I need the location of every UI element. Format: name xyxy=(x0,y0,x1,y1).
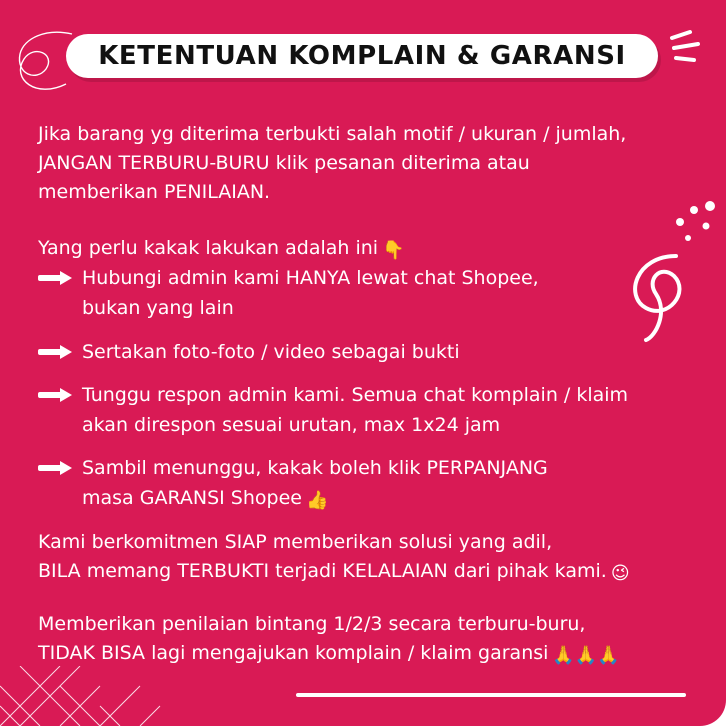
bottom-divider xyxy=(296,693,686,697)
steps-heading-text: Yang perlu kakak lakukan adalah ini xyxy=(38,237,379,259)
step-3-line-2: akan direspon sesuai urutan, max 1x24 jam xyxy=(82,414,501,436)
dots-swirl-decoration xyxy=(616,196,720,346)
lattice-decoration xyxy=(0,666,300,726)
swirl-decoration-left xyxy=(6,24,76,104)
steps-heading xyxy=(38,234,405,265)
commitment-line-2: BILA memang TERBUKTI terjadi KELALAIAN dari pihak kami. xyxy=(38,560,607,582)
praying-hands-icon: 🙏🙏🙏 xyxy=(552,645,620,666)
step-4-line-2: masa GARANSI Shopee xyxy=(82,487,302,509)
step-1-line-1: Hubungi admin kami HANYA lewat chat Shopee, xyxy=(82,267,539,289)
intro-line-1: Jika barang yg diterima terbukti salah motif / ukuran / jumlah, xyxy=(38,123,627,145)
pointing-down-icon: 👇 xyxy=(382,240,405,261)
page-title: KETENTUAN KOMPLAIN & GARANSI xyxy=(98,41,626,71)
arrow-right-icon xyxy=(38,345,72,359)
warning-line-1: Memberikan penilaian bintang 1/2/3 secara terburu-buru, xyxy=(38,613,586,635)
intro-line-3: memberikan PENILAIAN. xyxy=(38,181,271,203)
step-1-line-2: bukan yang lain xyxy=(82,297,234,319)
intro-line-2: JANGAN TERBURU-BURU klik pesanan diterima atau xyxy=(38,152,530,174)
step-4-line-1: Sambil menunggu, kakak boleh klik PERPANJANG xyxy=(82,457,548,479)
spark-decoration xyxy=(664,28,714,68)
commitment-line-2-wrap xyxy=(38,557,630,588)
step-4-line-2-wrap xyxy=(82,483,328,516)
wink-face-icon: 😉 xyxy=(610,563,630,584)
commitment-line-1: Kami berkomitmen SIAP memberikan solusi yang adil, xyxy=(38,531,553,553)
arrow-right-icon xyxy=(38,271,72,285)
step-2-line-1: Sertakan foto-foto / video sebagai bukti xyxy=(82,341,460,363)
step-3-line-1: Tunggu respon admin kami. Semua chat komplain / klaim xyxy=(82,384,629,406)
warning-line-2: TIDAK BISA lagi mengajukan komplain / klaim garansi xyxy=(38,642,549,664)
thumbs-up-icon: 👍 xyxy=(305,490,329,511)
title-banner xyxy=(66,34,658,78)
arrow-right-icon xyxy=(38,461,72,475)
warning-line-2-wrap xyxy=(38,639,620,670)
arrow-right-icon xyxy=(38,388,72,402)
